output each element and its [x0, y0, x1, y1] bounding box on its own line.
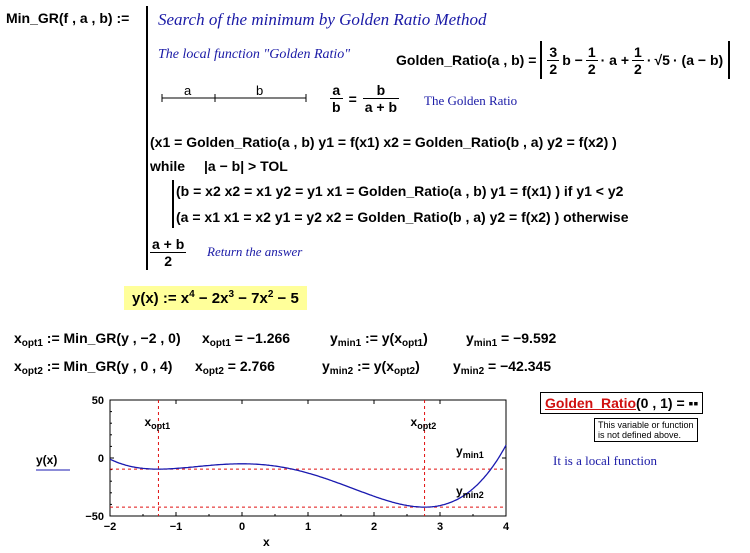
dot-operator: ·: [646, 52, 652, 68]
xopt1-definition[interactable]: $x_{opt1}$ := Min_GR(y , −2 , 0): [14, 330, 181, 349]
segment-label-a: a: [184, 83, 192, 98]
ymin2-definition[interactable]: $y_{min2}$ := $y(x_{opt2})$: [322, 358, 420, 377]
xopt1-value[interactable]: $x_{opt1} = -1.266$: [202, 330, 291, 349]
error-line-2: is not defined above.: [598, 430, 682, 440]
ymin1-value[interactable]: $y_{min1} = -9.592$: [466, 330, 557, 349]
golden-ratio-lhs: Golden_Ratio(a , b) =: [396, 52, 537, 68]
error-tooltip: [594, 418, 698, 442]
fn-exp-4: 4: [189, 289, 195, 300]
while-keyword: while: [150, 158, 186, 174]
while-condition[interactable]: |a − b| > TOL: [204, 158, 288, 174]
fn-term-2x: − 2x: [194, 290, 229, 307]
undefined-function-name[interactable]: Golden_Ratio: [545, 395, 637, 411]
fraction-3-2: $\frac{3}{2}$: [549, 43, 558, 77]
init-line[interactable]: (x1 = Golden_Ratio(a , b) y1 = f(x1) x2 = Golden_Ratio(b , a) y2 = f(x2) ): [150, 134, 617, 150]
fn-term-7x: − 7x: [234, 290, 268, 307]
golden-segment-diagram: [160, 82, 310, 106]
x-tick-label: 0: [238, 521, 246, 533]
x-axis-label: x: [263, 535, 270, 549]
term-a-minus-b: · (a − b): [672, 52, 724, 68]
fraction-1-2-b: $\frac{1}{2}$: [634, 43, 642, 77]
local-fn-comment[interactable]: The local function "Golden Ratio": [158, 47, 351, 62]
y-tick-label: 50: [91, 395, 104, 407]
fn-exp-2: 2: [267, 289, 274, 300]
segment-label-b: b: [256, 83, 264, 98]
golden-ratio-comment[interactable]: The Golden Ratio: [424, 93, 518, 108]
if-line[interactable]: (b = x2 x2 = x1 y2 = y1 x1 = Golden_Ratio(a , b) y1 = f(x1) ) if y1 < y2: [176, 183, 624, 199]
ratio-equals: =: [348, 90, 357, 107]
fn-base: x: [180, 290, 190, 307]
x-tick-label: −1: [169, 521, 183, 533]
function-definition-y[interactable]: [124, 286, 307, 310]
ratio-a-over-b: $\frac{a}{b}$: [332, 82, 341, 115]
golden-ratio-proportion[interactable]: [330, 82, 399, 115]
x-tick-label: 2: [370, 521, 378, 533]
xopt2-value[interactable]: $x_{opt2} = 2.766$: [195, 358, 275, 377]
title-comment[interactable]: Search of the minimum by Golden Ratio Method: [158, 10, 487, 29]
y-axis-label: y(x): [36, 453, 58, 467]
golden-ratio-definition[interactable]: [396, 40, 730, 80]
local-function-comment[interactable]: It is a local function: [553, 453, 657, 468]
x-tick-label: 4: [502, 521, 510, 533]
ymin2-value[interactable]: $y_{min2} = -42.345$: [453, 358, 552, 377]
x-tick-label: −2: [103, 521, 117, 533]
fn-lhs: y(x) :=: [132, 290, 177, 307]
program-bracket: [146, 6, 148, 270]
annotation-min1: $y_{min1}$: [456, 444, 484, 461]
annotation-opt1: $x_{opt1}$: [144, 415, 171, 431]
function-name-min-gr[interactable]: Min_GR(f , a , b) :=: [6, 10, 130, 26]
error-line-1: This variable or function: [598, 420, 694, 430]
otherwise-line[interactable]: (a = x1 x1 = x2 y1 = y2 x2 = Golden_Ratio(b , a) y2 = f(x2) ) otherwise: [176, 209, 629, 225]
function-plot[interactable]: [0, 388, 530, 553]
y-tick-label: 0: [97, 453, 104, 465]
ratio-b-over-a-plus-b: $\frac{b}{a + b}$: [364, 82, 398, 115]
return-expression[interactable]: [150, 236, 186, 269]
sqrt-5: √5: [654, 52, 670, 68]
annotation-min2: $y_{min2}$: [456, 484, 484, 501]
plot-frame: [110, 400, 506, 516]
return-fraction: $\frac{a + b}{2}$: [152, 236, 185, 269]
return-comment[interactable]: Return the answer: [207, 244, 303, 259]
fraction-1-2-a: $\frac{1}{2}$: [587, 43, 596, 77]
x-tick-label: 1: [304, 521, 312, 533]
fn-term-5: − 5: [273, 290, 299, 307]
term-b-minus: b −: [562, 52, 583, 68]
series-line-y: [110, 445, 506, 507]
golden-ratio-eval-box[interactable]: [540, 392, 703, 414]
ymin1-definition[interactable]: $y_{min1}$ := $y(x_{opt1})$: [330, 330, 428, 349]
term-a-plus: · a +: [600, 52, 630, 68]
fn-exp-3: 3: [228, 289, 235, 300]
annotation-opt2: $x_{opt2}$: [410, 415, 437, 431]
xopt2-definition[interactable]: $x_{opt2}$ := Min_GR(y , 0 , 4): [14, 358, 173, 377]
golden-ratio-bracket: [540, 41, 730, 79]
y-tick-label: −50: [85, 511, 104, 523]
eval-args: (0 , 1) = ▪▪: [636, 395, 699, 411]
x-tick-label: 3: [436, 521, 444, 533]
while-bracket: [172, 180, 174, 228]
